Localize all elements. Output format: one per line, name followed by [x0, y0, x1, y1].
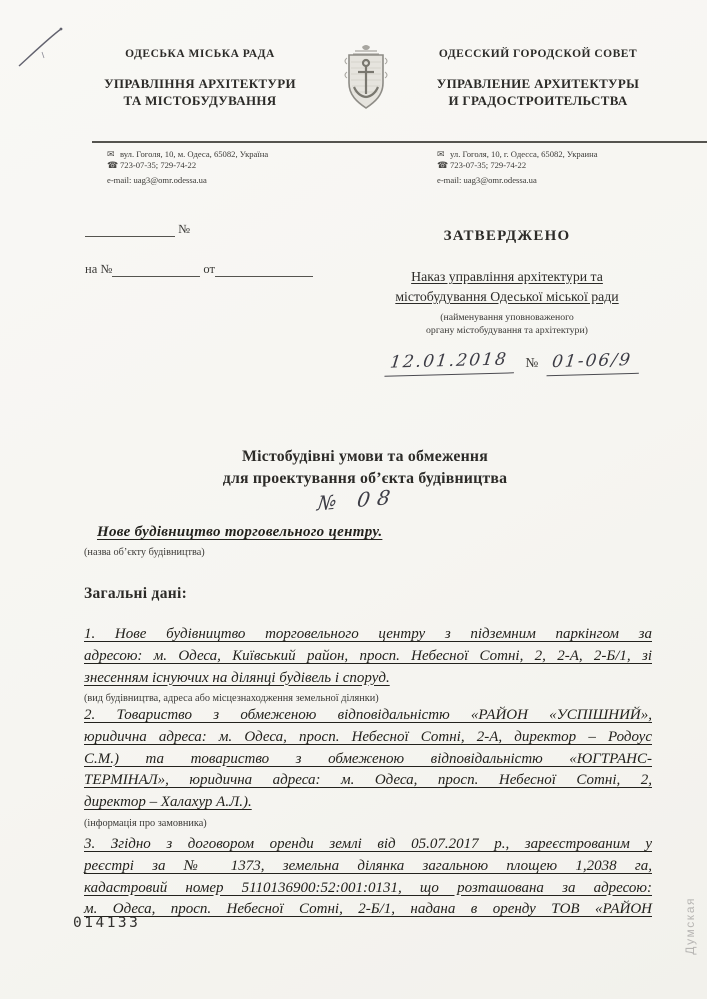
phone-line-ru	[437, 160, 598, 171]
approval-block	[373, 228, 641, 337]
department-ru-line1: УПРАВЛЕНИЕ АРХИТЕКТУРЫ	[436, 76, 640, 91]
email-ua: e-mail: uag3@omr.odessa.ua	[107, 175, 207, 185]
paragraph-2	[84, 705, 652, 830]
header-russian	[404, 48, 672, 109]
address-line-ru	[437, 149, 598, 160]
paragraph-1-line: знесенням існуючих на ділянці будівель і споруд.	[84, 669, 390, 686]
pen-mark	[14, 22, 68, 72]
document-serial-code: 014133	[73, 915, 141, 931]
org-caption-line1: (найменування уповноваженого	[440, 312, 574, 323]
odessa-coat-of-arms-emblem	[341, 42, 391, 116]
paragraph-2-line: юридична адреса: м. Одеса, просп. Небесної Сотні, 2-А, директор – Родоус	[84, 728, 652, 745]
site-watermark: Думская	[683, 897, 697, 955]
header-divider	[92, 141, 707, 143]
council-name-ru: ОДЕССКИЙ ГОРОДСКОЙ СОВЕТ	[438, 48, 638, 60]
phone-ru: 723-07-35; 729-74-22	[450, 160, 527, 170]
blank-field	[85, 223, 175, 237]
paragraph-2-line: ТЕРМІНАЛ», юридична адреса: м. Одеса, просп. Небесної Сотні, 2,	[84, 772, 652, 789]
handwritten-order-number: 01-06/9	[547, 350, 642, 376]
paragraph-1-line: 1. Нове будівництво торговельного центру з підземним паркінгом за	[84, 626, 652, 642]
document-title	[95, 446, 635, 490]
address-ua: вул. Гоголя, 10, м. Одеса, 65082, Україна	[120, 149, 269, 159]
paragraph-3-line: реєстрі за № 1373, земельна ділянка загальною площею 1,2038 га,	[84, 857, 652, 874]
na-number-label: на №	[85, 262, 113, 276]
envelope-icon: ✉	[437, 149, 445, 159]
paragraph-3-line: м. Одеса, просп. Небесної Сотні, 2-Б/1, надана в оренду ТОВ «РАЙОН	[84, 901, 652, 918]
handwritten-document-number: № 08	[315, 484, 399, 516]
number-sign: №	[525, 355, 539, 370]
paragraph-1	[84, 624, 652, 705]
address-line-ua	[107, 149, 268, 160]
approved-stamp: ЗАТВЕРДЖЕНО	[443, 228, 571, 244]
paragraph-3-line: кадастровий номер 5110136900:52:001:0131, що розташована за адресою:	[84, 879, 652, 896]
reply-reference-line	[85, 262, 313, 277]
department-ru-line2: И ГРАДОСТРОИТЕЛЬСТВА	[448, 93, 628, 108]
ot-label: от	[203, 262, 215, 276]
org-caption-line2: органу містобудування та архітектури)	[426, 325, 588, 336]
paragraph-1-caption: (вид будівництва, адреса або місцезнаходження земельної ділянки)	[84, 693, 379, 705]
department-ua-line2: ТА МІСТОБУДУВАННЯ	[123, 93, 277, 108]
envelope-icon: ✉	[107, 149, 115, 159]
construction-object-name: Нове будівництво торговельного центру.	[97, 524, 383, 540]
order-title-line1: Наказ управління архітектури та	[411, 269, 603, 284]
contact-block-ua	[107, 149, 268, 186]
general-data-heading: Загальні дані:	[84, 585, 188, 602]
paragraph-2-line: 2. Товариство з обмеженою відповідальністю «РАЙОН «УСПІШНИЙ»,	[84, 707, 652, 723]
contact-block-ru	[437, 149, 598, 186]
phone-ua: 723-07-35; 729-74-22	[120, 160, 197, 170]
object-name-caption: (назва об’єкту будівництва)	[84, 547, 205, 558]
paragraph-2-line: С.М.) та товариство з обмеженою відповідальністю «ЮГТРАНС-	[84, 750, 652, 767]
header-ukrainian	[70, 48, 330, 109]
blank-field	[215, 263, 313, 277]
paragraph-3-line: 3. Згідно з договором оренди землі від 05.07.2017 р., зареєстрованим у	[84, 836, 652, 852]
address-ru: ул. Гоголя, 10, г. Одесса, 65082, Украина	[450, 149, 598, 159]
department-ua-line1: УПРАВЛІННЯ АРХІТЕКТУРИ	[104, 76, 296, 91]
approval-date-number	[386, 351, 640, 375]
paragraph-3	[84, 834, 652, 921]
council-name-ua: ОДЕСЬКА МІСЬКА РАДА	[125, 48, 275, 60]
document-title-line1: Містобудівні умови та обмеження	[242, 448, 488, 465]
paragraph-2-line: директор – Халахур А.Л.).	[84, 794, 252, 811]
paragraph-2-caption: (інформація про замовника)	[84, 817, 207, 829]
document-title-line2: для проектування об’єкта будівництва	[222, 470, 508, 487]
phone-line-ua	[107, 160, 268, 171]
email-ru: e-mail: uag3@omr.odessa.ua	[437, 175, 537, 185]
paragraph-1-line: адресою: м. Одеса, Київський район, просп. Небесної Сотні, 2, 2-А, 2-Б/1, зі	[84, 647, 652, 664]
phone-icon: ☎	[437, 160, 449, 170]
handwritten-date: 12.01.2018	[384, 349, 517, 376]
order-title-line2: містобудування Одеської міської ради	[395, 289, 619, 304]
phone-icon: ☎	[107, 160, 119, 170]
blank-field	[112, 263, 200, 277]
number-sign: №	[178, 222, 191, 236]
outgoing-number-line	[85, 222, 190, 237]
